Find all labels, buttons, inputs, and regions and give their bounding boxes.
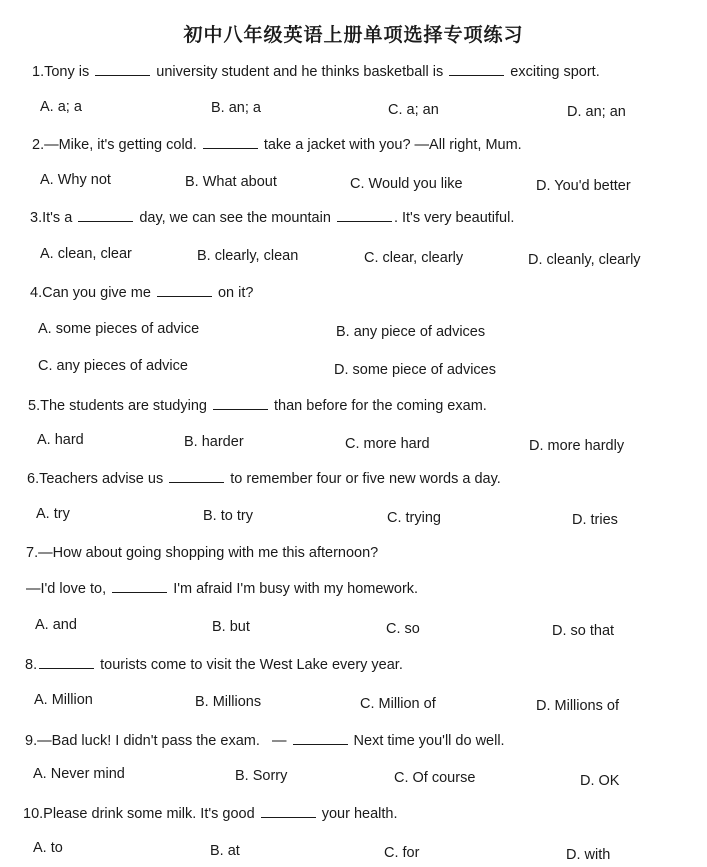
option-c[interactable]: C. Of course: [394, 770, 476, 786]
option-a[interactable]: A. try: [36, 506, 70, 522]
option-a[interactable]: A. Why not: [40, 172, 111, 188]
option-a[interactable]: A. hard: [37, 432, 84, 448]
question-10: 10.Please drink some milk. It's good your health.: [23, 806, 398, 822]
option-b[interactable]: B. clearly, clean: [197, 248, 299, 264]
page-title: 初中八年级英语上册单项选择专项练习: [183, 24, 524, 46]
answer-blank[interactable]: [39, 656, 94, 669]
option-b[interactable]: B. Sorry: [235, 768, 288, 784]
option-a[interactable]: A. a; a: [40, 99, 82, 115]
option-a[interactable]: A. to: [33, 840, 63, 856]
answer-blank[interactable]: [112, 580, 167, 593]
option-c[interactable]: C. Million of: [360, 696, 436, 712]
option-c[interactable]: C. any pieces of advice: [38, 358, 188, 374]
option-b[interactable]: B. Millions: [195, 694, 262, 710]
question-4: 4.Can you give me on it?: [30, 285, 254, 301]
option-d[interactable]: D. an; an: [567, 104, 626, 120]
question-1: 1.Tony is university student and he thinks basketball is exciting sport.: [32, 64, 600, 80]
answer-blank[interactable]: [78, 209, 133, 222]
option-a[interactable]: A. some pieces of advice: [38, 321, 200, 337]
option-d[interactable]: D. tries: [572, 512, 618, 528]
option-d[interactable]: D. You'd better: [536, 178, 631, 194]
option-c[interactable]: C. for: [384, 845, 420, 861]
option-b[interactable]: B. any piece of advices: [336, 324, 486, 340]
answer-blank[interactable]: [95, 63, 150, 76]
question-9: 9.—Bad luck! I didn't pass the exam. — Next time you'll do well.: [25, 733, 505, 749]
option-b[interactable]: B. but: [212, 619, 250, 635]
option-c[interactable]: C. trying: [387, 510, 441, 526]
option-a[interactable]: A. clean, clear: [40, 246, 132, 262]
answer-blank[interactable]: [261, 805, 316, 818]
question-5: 5.The students are studying than before for the coming exam.: [28, 398, 487, 414]
answer-blank[interactable]: [213, 397, 268, 410]
option-c[interactable]: C. more hard: [345, 436, 430, 452]
option-b[interactable]: B. at: [210, 843, 240, 859]
option-c[interactable]: C. a; an: [388, 102, 439, 118]
answer-blank[interactable]: [169, 470, 224, 483]
question-7: 7.—How about going shopping with me this afternoon?: [26, 545, 379, 561]
option-c[interactable]: C. Would you like: [350, 176, 463, 192]
option-d[interactable]: D. some piece of advices: [334, 362, 496, 378]
answer-blank[interactable]: [157, 284, 212, 297]
option-b[interactable]: B. What about: [185, 174, 277, 190]
question-3: 3.It's a day, we can see the mountain . It's very beautiful.: [30, 210, 515, 226]
option-a[interactable]: A. Never mind: [33, 766, 125, 782]
option-d[interactable]: D. OK: [580, 773, 620, 789]
answer-blank[interactable]: [449, 63, 504, 76]
option-d[interactable]: D. cleanly, clearly: [528, 252, 641, 268]
option-b[interactable]: B. an; a: [211, 100, 261, 116]
question-2: 2.—Mike, it's getting cold. take a jacket with you? —All right, Mum.: [32, 137, 522, 153]
question-7-line-2: —I'd love to, I'm afraid I'm busy with my homework.: [26, 581, 419, 597]
option-a[interactable]: A. and: [35, 617, 77, 633]
question-8: 8. tourists come to visit the West Lake every year.: [25, 657, 403, 673]
answer-blank[interactable]: [293, 732, 348, 745]
option-d[interactable]: D. with: [566, 847, 611, 863]
option-b[interactable]: B. harder: [184, 434, 244, 450]
answer-blank[interactable]: [203, 136, 258, 149]
option-b[interactable]: B. to try: [203, 508, 253, 524]
option-d[interactable]: D. so that: [552, 623, 615, 639]
option-a[interactable]: A. Million: [34, 692, 93, 708]
option-d[interactable]: D. more hardly: [529, 438, 625, 454]
option-d[interactable]: D. Millions of: [536, 698, 619, 714]
answer-blank[interactable]: [337, 209, 392, 222]
option-c[interactable]: C. clear, clearly: [364, 250, 464, 266]
question-6: 6.Teachers advise us to remember four or five new words a day.: [27, 471, 501, 487]
option-c[interactable]: C. so: [386, 621, 420, 637]
